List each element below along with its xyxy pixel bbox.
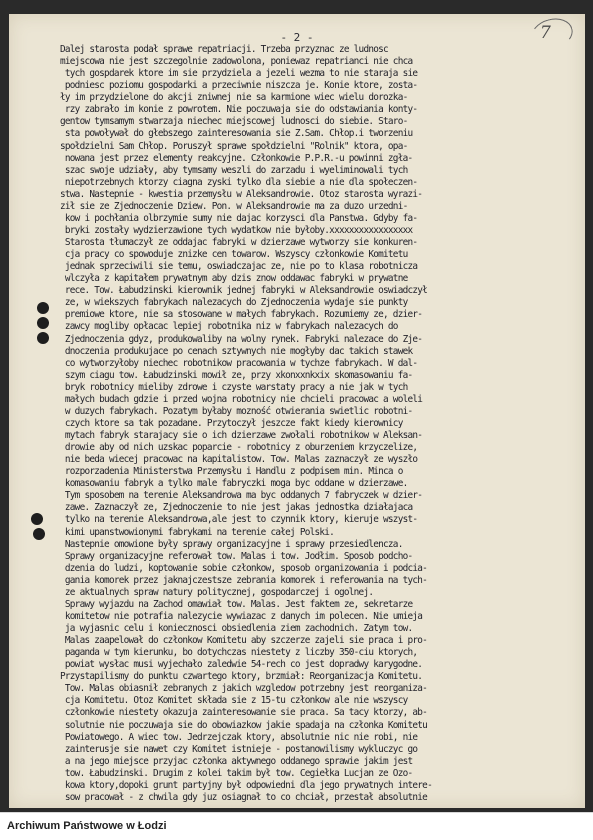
typewritten-body-text: Dalej starosta podał sprawe repatriacji. Trzeba przyznac ze ludnosc miejscowa nie jest szczegolnie zadowolona, poniewaz repatrianci nie chca tych gospdarek ktore im sie przydziela a jezeli wezma to nie staraja sie podniesc poziomu gospodarki a przeciwnie niszcza je. Konie ktore, zosta- ły im przydzielone do akcji zniwnej nie sa karmione wiec wielu dorozka- rzy zabrało im konie z powrotem. Nie poczuwaja sie do odstawiania konty- gentow tymsamym stwarzaja niechec miejscowej ludnosci do siebie. Staro- sta powoływał do głebszego zainteresowania sie Z.Sam. Chłop.i tworzeniu społdzielni Sam Chłop. Poruszył sprawe społdzielni "Rolnik" ktora, opa- nowana jest przez elementy reakcyjne. Członkowie P.P.R.-u powinni zgła- szac swoje udziały, aby tymsamy weszli do zarzadu i wyeliminowali tych niepotrzebnych ktorzy ciagna zyski tylko dla siebie a nie dla społeczen- stwa. Nastepnie - kwestia przemysłu w Aleksandrowie. Otoz starosta wyrazi- ził sie ze Zjednoczenie Dziew. Pon. w Aleksandrowie ma za duzo urzedni- kow i pochłania olbrzymie sumy nie dajac korzysci dla Panstwa. Gdyby fa- bryki zostały wydzierzawione tych wydatkow nie byłoby.xxxxxxxxxxxxxxxxx Starosta tłumaczył ze oddajac fabryki w dzierzawe wytworzy sie konkuren- cja pracy co spowoduje znizke cen towarow. Wszyscy członkowie Komitetu jednak sprzeciwili sie temu, oswiadczajac ze, nie po to klasa robotnicza wlczyła z kapitałem prywatnym aby dzis znow oddawac fabryki w prywatne rece. Tow. Łabudzinski kierownik jednej fabryki w Aleksandrowie oswiadczył ze, w wiekszych fabrykach nalezacych do Zjednoczenia wydaje sie punkty premiowe ktore, nie sa stosowane w małych fabrykach. Rozumiemy ze, dzier- zawcy mogliby opłacac lepiej robotnika niz w fabrykach nalezacych do Zjednoczenia gdyz, produkowaliby na wolny rynek. Fabryki nalezace do Zje- dnoczenia produkujace po cenach sztywnych nie mogłyby dac takich stawek co wytworzyłoby niechec robotnikow pracowania w tychze fabrykach. W dal- szym ciagu tow. Łabudzinski mowił ze, przy xkonxxnkxix skomasowaniu fa- bryk robotnicy mieliby zdrowe i czyste warstaty pracy a nie jak w tych małych budach gdzie i przed wojna robotnicy nie chcieli pracowac a woleli w duzych fabrykach. Pozatym byłaby mozność otwierania swietlic robotni- czych ktore sa tak pozadane. Przytoczył jeszcze fakt kiedy kierownicy mytach fabryk starajacy sie o ich dzierzawe zwołali robotnikow w Aleksan- drowie aby od nich uzskac poparcie - robotnicy z oburzeniem krzyczelize, nie beda wiecej pracowac na kapitalistow. Tow. Malas zaznaczył ze wyszło rozporzadenia Ministerstwa Przemysłu i Handlu z podpisem min. Minca o komasowaniu fabryk a tylko male fabryczki moga byc oddane w dzierzawe. Tym sposobem na terenie Aleksandrowa ma byc oddanych 7 fabryczek w dzier- zawe. Zaznaczył ze, Zjednoczenie to nie jest jakas jednostka działajaca tylko na terenie Aleksandrowa,ale jest to czynnik ktory, kieruje wszyst- kimi upanstwowionymi fabrykami na terenie całej Polski. Nastepnie omowione były sprawy organizacyjne i sprawy przesiedlencza. Sprawy organizacyjne referował tow. Malas i tow. Jodłim. Sposob podcho- dzenia do ludzi, koptowanie sobie członkow, sposob organizowania i podcia- gania komorek przez jaknajczestsze zebrania komorek i referowania na tych- ze aktualnych spraw natury politycznej, gospodarczej i ogolnej. Sprawy wyjazdu na Zachod omawiał tow. Malas. Jest faktem ze, sekretarze komitetow nie potrafia nalezycie wywiazac z danych im polecen. Nie umieja ja wyjasnic celu i koniecznosci obsiedlenia ziem zachodnich. Zatym tow. Malas zaapelował do członkow Komitetu aby szczerze zajeli sie praca i pro- paganda w tym kierunku, bo dotychczas niestety z liczby 350-ciu ktorych, powiat wysłac musi wyjechało zaledwie 54-rech co jest dopradwy karygodne. Przystapilismy do punktu czwartego ktory, brzmiał: Reorganizacja Komitetu. Tow. Malas obiasnił zebranych z jakich wzgledow potrzebny jest reorganiza- cja Komitetu. Otoz Komitet składa sie z 15-tu członkow ale nie wszyscy członkowie niestety okazuja zainteresowanie sie praca. Sa tacy ktorzy, ab- solutnie nie poczuwaja sie do obowiazkow jakie spadaja na członka Komitetu Powiatowego. A wiec tow. Jedrzejczak ktory, absolutnie nic nie robi, nie zainterusje sie nawet czy Komitet istnieje - postanowilismy wykluczyc go a na jego miejsce przyjac członka aktywnego oddanego sprawie jakim jest tow. Łabudzinski. Drugim z kolei takim był tow. Cegiełka Lucjan ze Ozo- kowa ktory,dopoki grunt partyjny był odpowiedni dla jego prywatnych intere- sow pracował - z chwila gdy juz osiagnał to co chciał, przestał absolutnie	[60, 44, 432, 803]
binder-hole-icon	[37, 317, 49, 329]
page-number: - 2 -	[280, 31, 314, 44]
binder-hole-icon	[37, 302, 49, 314]
binder-hole-icon	[33, 528, 45, 540]
corner-page-mark: 7	[540, 23, 551, 43]
binder-hole-icon	[31, 513, 43, 525]
archive-footer	[0, 812, 593, 840]
binder-hole-icon	[37, 332, 49, 344]
document-sheet	[9, 14, 585, 808]
archive-name-label: Archiwum Państwowe w Łodzi	[7, 820, 167, 832]
